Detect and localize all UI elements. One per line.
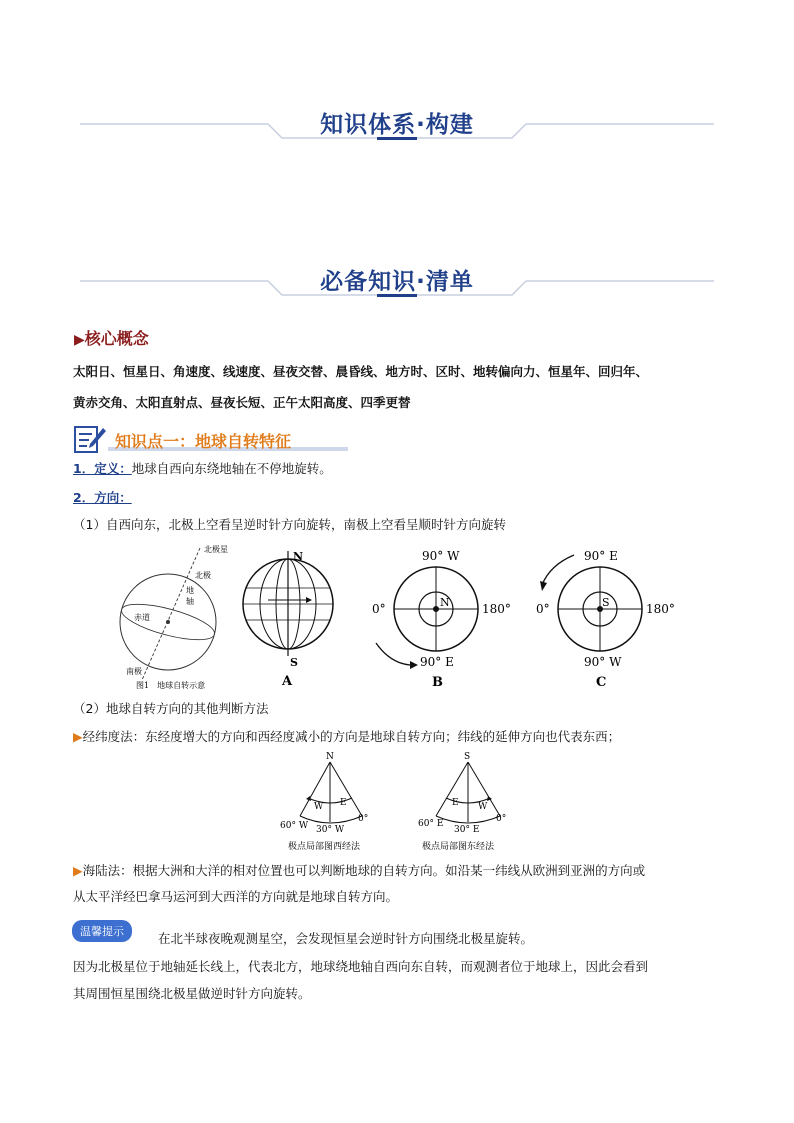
direction-label: 2．方向： [73,490,132,505]
tip-badge: 温馨提示 [72,920,132,942]
label-north-pole: 北极 [195,571,211,580]
figure-letter-a: A [282,674,293,689]
tip-line1: 在北半球夜晚观测星空，会发现恒星会逆时针方向围绕北极星旋转。 [158,931,534,946]
definition-label: 1．定义： [73,461,132,476]
label-center: N [440,596,450,609]
figure-caption: 极点局部图西经法 [288,842,361,852]
section-banner-system [80,102,714,142]
label-right: 180° [482,602,511,616]
figure-caption: 极点局部图东经法 [422,842,495,852]
label-right: 0° [496,814,507,824]
core-concepts-heading: ▶核心概念 [74,329,149,348]
label-left: 60° E [418,819,444,829]
label-s: S [290,656,298,669]
kp1-title: 知识点一：地球自转特征 [115,432,292,451]
label-center: S [602,596,610,609]
figure-caption: 图1 地球自转示意 [136,681,206,690]
figure-letter-c: C [596,675,607,690]
label-axis-1: 地 [186,586,194,595]
label-mid: 30° E [454,825,480,835]
label-left: 60° W [280,821,309,831]
label-top: 90° E [584,549,618,563]
triangle-icon: ▶ [73,863,83,878]
definition-text: 地球自西向东绕地轴在不停地旋转。 [131,461,332,476]
figure-a-globe [238,548,348,690]
label-top: 90° W [422,549,460,563]
label-w: W [478,802,488,812]
figure-earth-rotation [112,540,232,690]
tip-line2: 因为北极星位于地轴延长线上，代表北方，地球绕地轴自西向东自转，而观测者位于地球上，因此会看到 [73,959,649,974]
figure-fan-east [414,748,524,856]
figure-b-north-polar [364,545,524,690]
triangle-icon: ▶ [73,729,83,744]
label-right: 180° [646,602,675,616]
direction-line [73,488,132,508]
label-polaris: 北极星 [204,545,228,554]
definition-line [73,459,332,479]
label-pole: N [326,752,334,762]
method-sea-land-line2: 从太平洋经巴拿马运河到大西洋的方向就是地球自转方向。 [73,889,399,904]
label-pole: S [464,752,471,762]
direction-sub1: （1）自西向东，北极上空看呈逆时针方向旋转，南极上空看呈顺时针方向旋转 [73,517,506,532]
label-mid: 30° W [316,825,345,835]
section-banner-knowledge [80,259,714,299]
banner-title: 必备知识·清单 [320,269,474,295]
figure-letter-b: B [432,675,443,690]
label-bottom: 90° W [584,655,622,669]
label-right: 0° [358,814,369,824]
label-left: 0° [536,602,550,616]
label-bottom: 90° E [420,655,454,669]
label-south-pole: 南极 [126,667,142,676]
method-latlong: ▶经纬度法：东经度增大的方向和西经度减小的方向是地球自转方向；纬线的延伸方向也代表东西； [73,729,621,744]
label-left: 0° [372,602,386,616]
method-sea-land-line1: ▶海陆法：根据大洲和大洋的相对位置也可以判断地球的自转方向。如沿某一纬线从欧洲到亚洲的方向或 [73,863,646,878]
label-equator: 赤道 [134,613,150,622]
notebook-pen-icon [73,424,107,454]
banner-title: 知识体系·构建 [320,112,474,138]
direction-sub2: （2）地球自转方向的其他判断方法 [73,701,269,716]
label-e: E [452,798,459,808]
figure-c-south-polar [528,545,688,690]
label-n: N [293,550,304,563]
label-axis-2: 轴 [186,597,194,606]
core-terms-line2: 黄赤交角、太阳直射点、昼夜长短、正午太阳高度、四季更替 [73,395,411,410]
label-e: E [340,798,347,808]
core-terms-line1: 太阳日、恒星日、角速度、线速度、昼夜交替、晨昏线、地方时、区时、地转偏向力、恒星年、回归年、 [73,364,649,379]
label-w: W [314,802,324,812]
figure-fan-west [278,748,388,856]
triangle-icon: ▶ [74,332,85,348]
tip-line3: 其周围恒星围绕北极星做逆时针方向旋转。 [73,986,311,1001]
